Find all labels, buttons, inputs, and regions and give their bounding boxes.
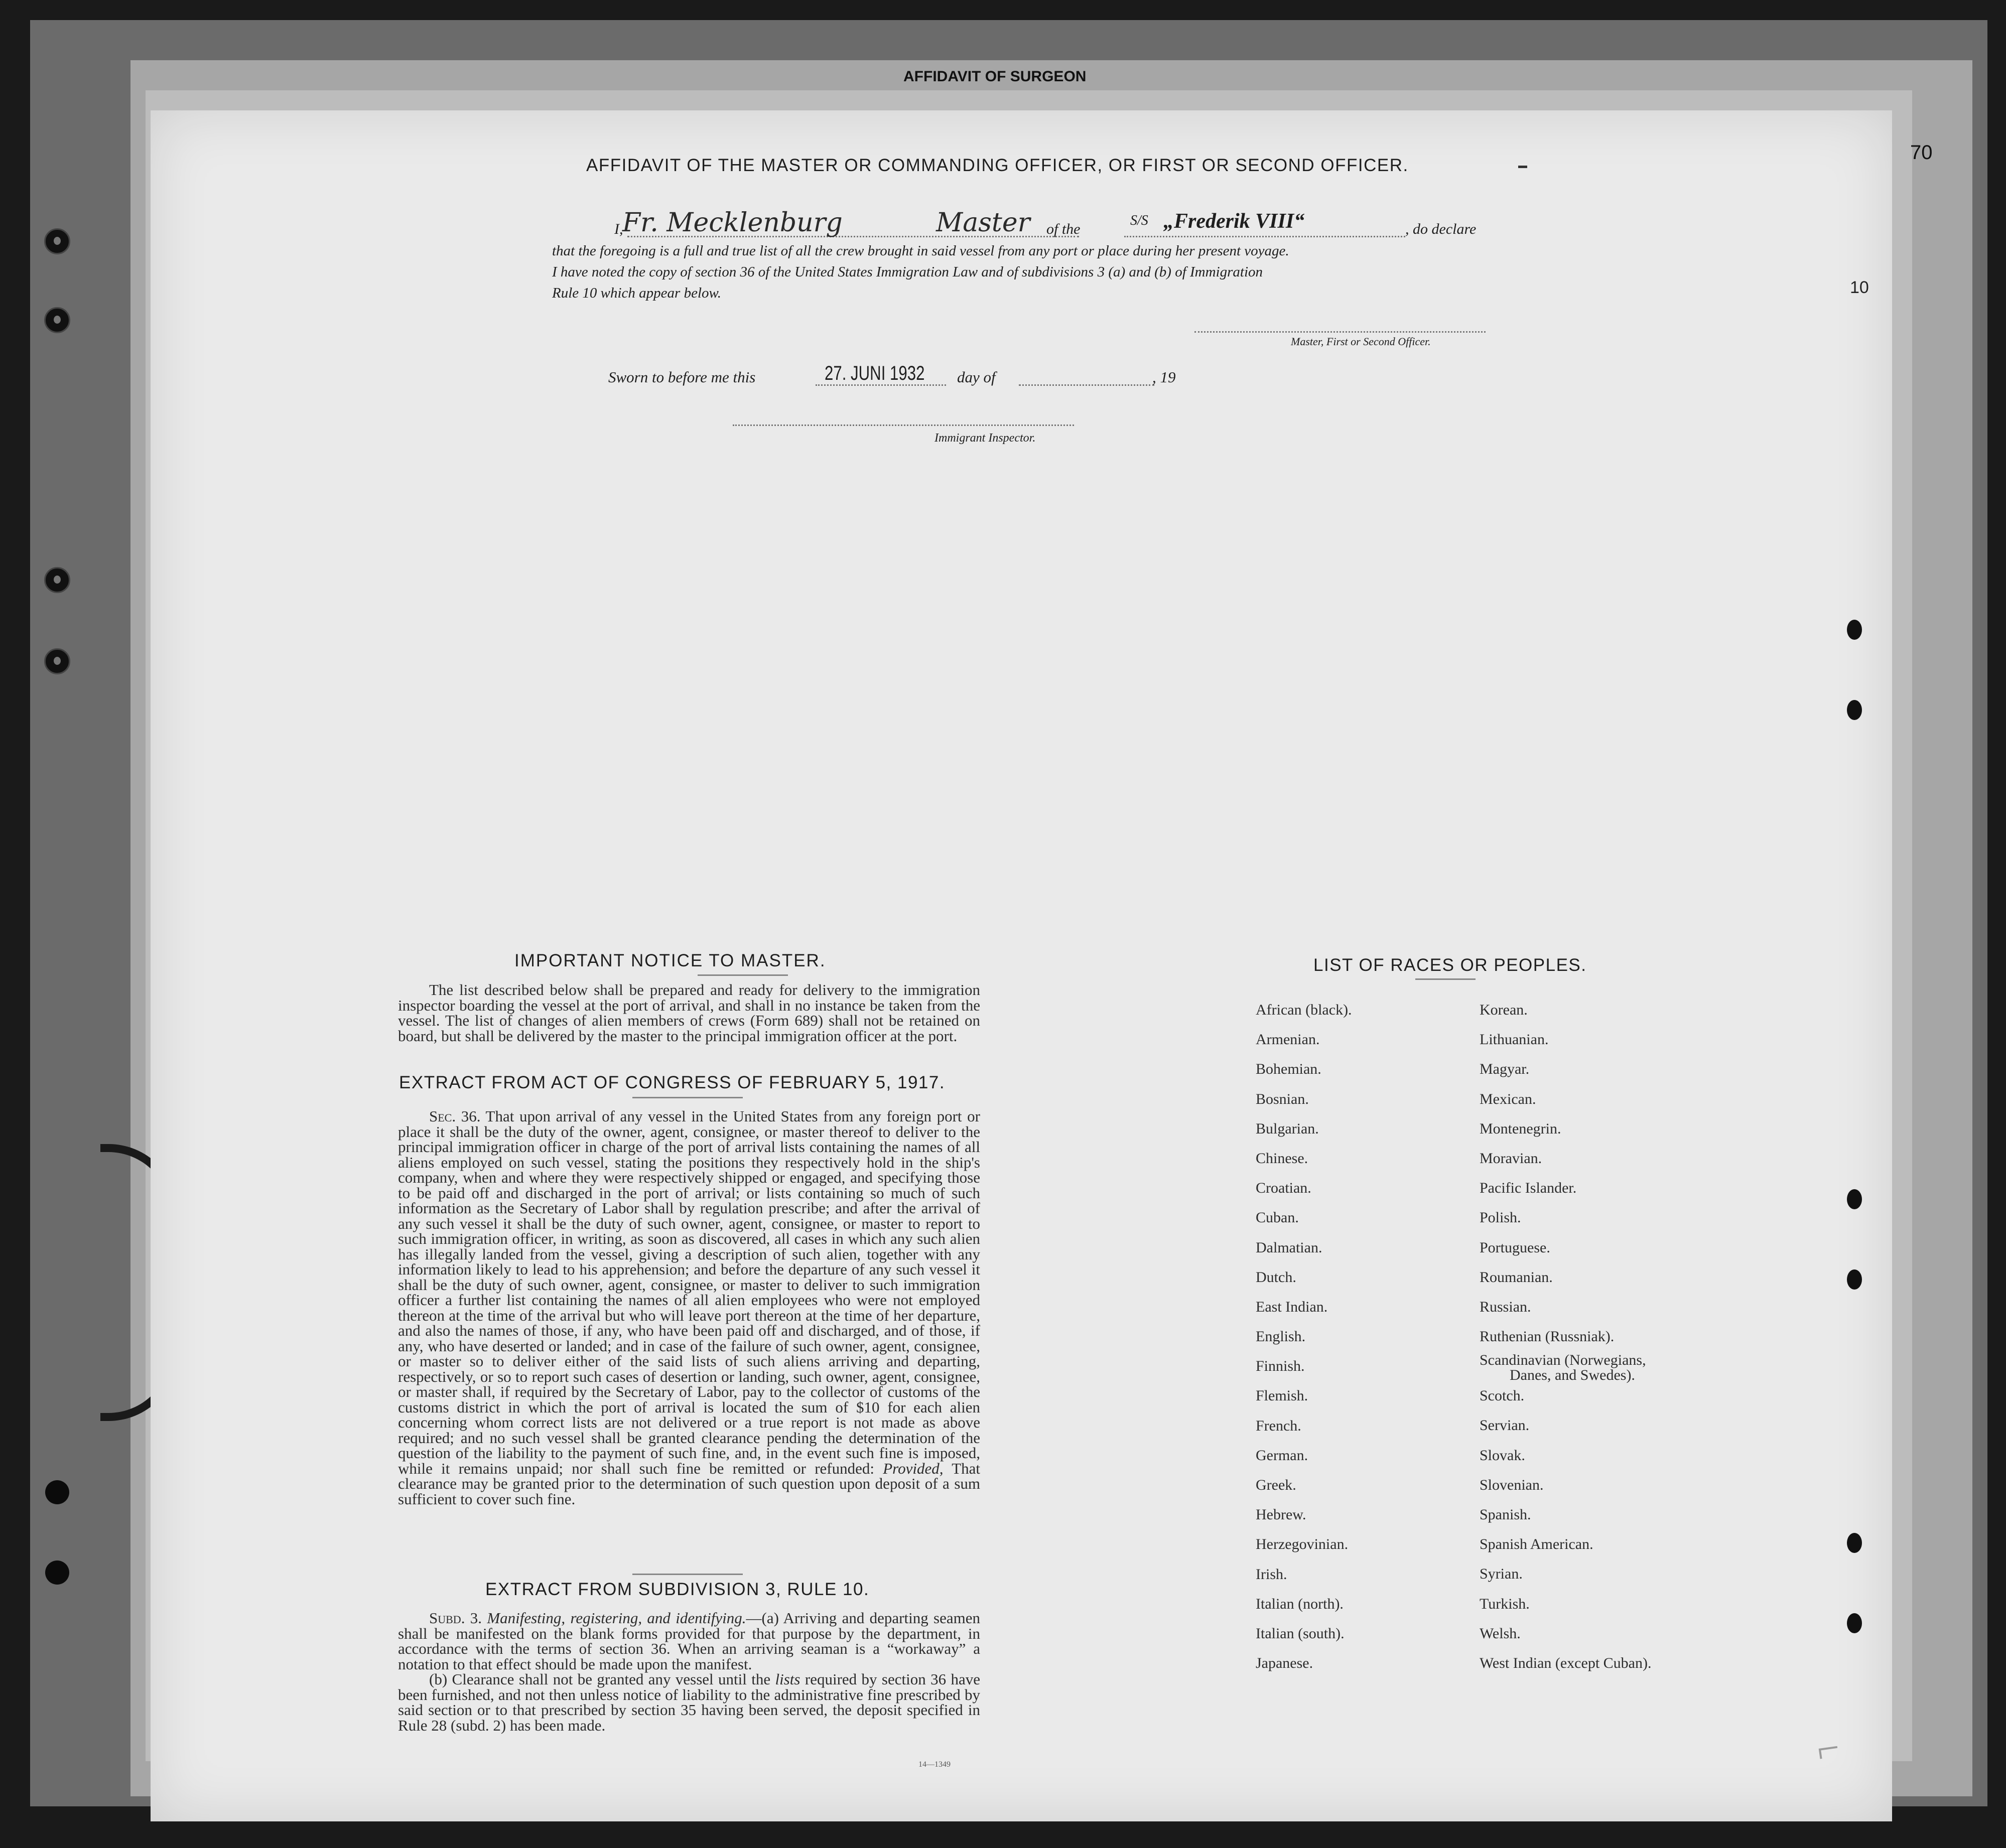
inspector-line xyxy=(733,424,1074,426)
race-item-continuation: Danes, and Swedes). xyxy=(1510,1367,1635,1384)
binder-hole-icon xyxy=(44,648,70,674)
punch-hole-icon xyxy=(1847,700,1862,720)
master-signature-name: Fr. Mecklenburg xyxy=(622,208,843,238)
race-item: German. xyxy=(1256,1447,1308,1464)
pencil-mark-icon: ⌐ xyxy=(1814,1725,1842,1772)
race-item: Spanish. xyxy=(1480,1506,1531,1523)
race-item: Finnish. xyxy=(1256,1358,1305,1375)
i-label: I, xyxy=(614,221,623,237)
race-item: Scandinavian (Norwegians, Danes, and Swedes). xyxy=(1480,1353,1651,1388)
race-item: Bosnian. xyxy=(1256,1090,1309,1107)
race-item: Syrian. xyxy=(1480,1566,1523,1583)
race-item: Korean. xyxy=(1480,1002,1528,1018)
subd-para-b-lists: lists xyxy=(775,1670,800,1688)
binder-hole-icon xyxy=(44,307,70,333)
race-item: Croatian. xyxy=(1256,1180,1311,1197)
race-item: Moravian. xyxy=(1480,1150,1542,1167)
inspector-caption: Immigrant Inspector. xyxy=(934,432,1036,445)
race-item: Russian. xyxy=(1480,1298,1531,1315)
race-item: Bulgarian. xyxy=(1256,1120,1319,1137)
affidavit-line-2: that the foregoing is a full and true list of all the crew brought in said vessel from any port or place during her present voyage. xyxy=(552,243,1289,259)
subd-para-b-prefix: (b) Clearance shall not be granted any vessel until the xyxy=(429,1670,771,1688)
races-title: LIST OF RACES OR PEOPLES. xyxy=(1313,955,1587,975)
race-item: Japanese. xyxy=(1256,1655,1313,1672)
races-title-rule xyxy=(1415,978,1476,980)
section-36-text: That upon arrival of any vessel in the United States from any foreign port or place it shall be the duty of the owner, agent, consignee, or master thereof to deliver to the principal immigration officer in charge of the port of arrival lists containing the names of all aliens employed on such vessel, stating the positions they respectively hold in the ship's company, when and where they were respectively shipped or engaged, and specifying those to be paid off and discharged in the port of arrival; or lists containing so much of such information as the Secretary of Labor shall by regulation prescribe; and after the arrival of any such vessel it shall be the duty of such owner, agent, consignee, or master to report to such immigration officer, in writing, as soon as discovered, all cases in which any such alien has illegally landed from the vessel, giving a description of such alien, together with any information likely to lead to his apprehension; and before the departure of any such vessel it shall be the duty of such owner, agent, consignee, or master to deliver to such immigration officer a further list containing the names of all alien employees who were not employed thereon at the time of the arrival but who will leave port thereon at the time of her departure, and also the names of those, if any, who have been paid off and discharged, and of those, if any, who have deserted or landed; and in case of the failure of such owner, agent, consignee, or master so to deliver either of the said lists of such aliens arriving and departing, respectively, or so to report such cases of desertion or landing, such owner, agent, consignee, or master shall, if required by the Secretary of Labor, pay to the collector of customs of the customs district in which the port of arrival is located the sum of $10 for each alien concerning whom correct lists are not delivered or a true report is not made as above required; and no such vessel shall be granted clearance pending the determination of the question of the liability to the payment of such fine, and, in the event such fine is imposed, while it remains unpaid; nor shall such fine be remitted or refunded: xyxy=(398,1107,980,1477)
notice-text: The list described below shall be prepared and ready for delivery to the immigration inspector boarding the vessel at the port of arrival, and shall in no instance be taken from the vessel. The list of changes of alien members of crews (Form 689) shall not be retained on board, but shall be delivered by the master to the principal immigration officer at the port. xyxy=(398,981,980,1045)
race-item: Slovenian. xyxy=(1480,1476,1544,1493)
ship-name-stamp: „Frederik VIII“ xyxy=(1163,210,1305,233)
provided-word: Provided, xyxy=(883,1459,944,1477)
race-item: East Indian. xyxy=(1256,1298,1328,1315)
race-item: Magyar. xyxy=(1480,1061,1530,1078)
affidavit-title: AFFIDAVIT OF THE MASTER OR COMMANDING OFFICER, OR FIRST OR SECOND OFFICER. xyxy=(586,156,1409,175)
sworn-date-stamp: 27. JUNI 1932 xyxy=(825,362,925,384)
race-item: Italian (north). xyxy=(1256,1595,1344,1612)
race-item: Cuban. xyxy=(1256,1209,1299,1226)
ship-line xyxy=(1124,236,1405,237)
punch-hole-icon xyxy=(1847,620,1862,640)
punch-hole-icon xyxy=(1847,1269,1862,1290)
race-item: Dutch. xyxy=(1256,1268,1296,1286)
binder-hole-icon xyxy=(45,1560,69,1585)
race-item: Italian (south). xyxy=(1256,1625,1345,1642)
section-36-text-end: That clearance may be granted prior to the determination of such question upon deposit of a sum sufficient to cover such fine. xyxy=(398,1459,980,1508)
race-item: Hebrew. xyxy=(1256,1506,1306,1523)
race-item: Armenian. xyxy=(1256,1031,1320,1048)
affidavit-line-3: I have noted the copy of section 36 of the United States Immigration Law and of subdivisions 3 (a) and (b) of Immigration xyxy=(552,264,1263,280)
race-item: Mexican. xyxy=(1480,1090,1536,1107)
officer-caption: Master, First or Second Officer. xyxy=(1291,335,1431,348)
race-item: Spanish American. xyxy=(1480,1536,1593,1553)
race-item: Greek. xyxy=(1256,1477,1296,1493)
master-signature-rank: Master xyxy=(936,208,1030,238)
race-item: English. xyxy=(1256,1328,1306,1345)
year-label: , 19 xyxy=(1152,368,1176,386)
do-declare: , do declare xyxy=(1405,221,1477,237)
race-item: West Indian (except Cuban). xyxy=(1480,1654,1652,1671)
subd-label: Subd. 3. xyxy=(429,1609,482,1627)
punch-hole-icon xyxy=(1847,1613,1862,1633)
race-item: Servian. xyxy=(1480,1417,1530,1434)
race-item: Roumanian. xyxy=(1480,1268,1553,1286)
punch-hole-icon xyxy=(1847,1533,1862,1553)
notice-title-rule xyxy=(698,974,788,976)
subd-para-a: —(a) Arriving and departing seamen shall be manifested on the blank forms provided for that purpose by the department, in accordance with the terms of section 36. When an arriving seaman is a “workaway” a notation to that effect should be made upon the manifest. xyxy=(398,1609,980,1673)
binder-hole-icon xyxy=(44,228,70,254)
sworn-label: Sworn to before me this xyxy=(608,368,756,386)
races-right-column xyxy=(1480,1003,1651,1685)
act-extract-title: EXTRACT FROM ACT OF CONGRESS OF FEBRUARY 5, 1917. xyxy=(399,1073,946,1092)
margin-mark: 10 xyxy=(1850,278,1869,297)
day-of-label: day of xyxy=(957,368,996,386)
race-item: Montenegrin. xyxy=(1480,1120,1561,1137)
rule-extract-body xyxy=(398,1611,980,1733)
notice-body xyxy=(398,982,980,1044)
race-item: Scotch. xyxy=(1480,1387,1525,1404)
rule-extract-top-rule xyxy=(632,1574,743,1575)
ship-prefix: S/S xyxy=(1130,213,1148,228)
race-item: Portuguese. xyxy=(1480,1239,1550,1256)
race-item: Welsh. xyxy=(1480,1625,1521,1642)
race-item: Chinese. xyxy=(1256,1150,1308,1167)
notice-title: IMPORTANT NOTICE TO MASTER. xyxy=(514,951,826,970)
of-the-label: of the xyxy=(1046,221,1081,237)
race-item: Pacific Islander. xyxy=(1480,1180,1577,1197)
punch-hole-icon xyxy=(1847,1189,1862,1209)
race-item: Dalmatian. xyxy=(1256,1239,1322,1256)
race-item: Turkish. xyxy=(1480,1595,1530,1612)
act-extract-body xyxy=(398,1109,980,1507)
header-tab-label: AFFIDAVIT OF SURGEON xyxy=(903,68,1087,85)
subd-para-b-rest: required by section 36 have been furnished, and not then unless notice of liability to the administrative fine prescribed by said section or to that prescribed by section 35 having been served, the deposit specified in Rule 28 (subd. 2) has been made. xyxy=(398,1670,981,1734)
binder-hole-icon xyxy=(45,1480,69,1504)
race-item: Ruthenian (Russniak). xyxy=(1480,1328,1615,1345)
race-item: Polish. xyxy=(1480,1209,1521,1226)
races-left-column xyxy=(1256,1003,1352,1685)
race-item: Lithuanian. xyxy=(1480,1031,1549,1048)
race-item: Irish. xyxy=(1256,1566,1287,1583)
section-label: Sec. 36. xyxy=(429,1107,481,1125)
dash-mark xyxy=(1518,166,1527,168)
month-line xyxy=(1019,384,1154,386)
sworn-date-line xyxy=(816,384,946,386)
race-item: Flemish. xyxy=(1256,1387,1308,1404)
page-number: 70 xyxy=(1910,141,1933,164)
race-item: Bohemian. xyxy=(1256,1061,1321,1078)
race-item: Slovak. xyxy=(1480,1447,1525,1464)
rule-extract-title: EXTRACT FROM SUBDIVISION 3, RULE 10. xyxy=(485,1580,870,1599)
binder-hole-icon xyxy=(44,567,70,593)
form-code: 14—1349 xyxy=(918,1760,951,1769)
act-title-rule xyxy=(632,1097,743,1098)
race-item: African (black). xyxy=(1256,1002,1352,1018)
officer-signature-line xyxy=(1194,331,1486,333)
race-item: Herzegovinian. xyxy=(1256,1536,1349,1553)
affidavit-line-4: Rule 10 which appear below. xyxy=(552,285,721,301)
race-item: French. xyxy=(1256,1417,1301,1434)
subd-heading: Manifesting, registering, and identifying. xyxy=(487,1609,746,1627)
